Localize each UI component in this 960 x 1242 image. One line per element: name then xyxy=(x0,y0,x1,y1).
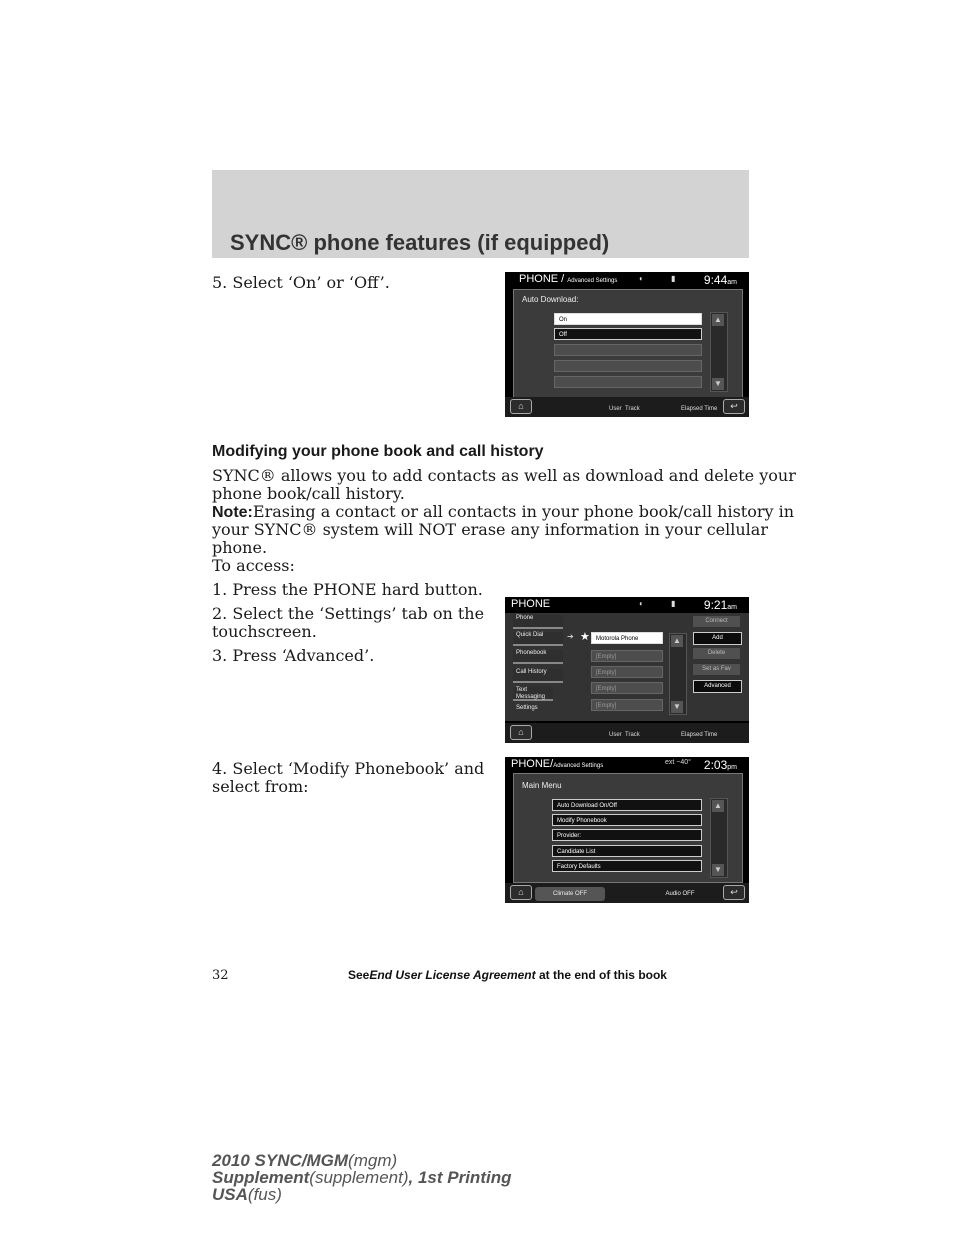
screen-panel xyxy=(513,289,743,398)
empty-slot[interactable]: [Empty] xyxy=(591,699,663,711)
home-icon[interactable]: ⌂ xyxy=(510,885,532,900)
screen-title: PHONE xyxy=(511,598,551,610)
screen-bottom-bar xyxy=(505,723,749,743)
tab-quick-dial[interactable]: Quick Dial xyxy=(513,632,563,646)
step-5: 5. Select ‘On’ or ‘Off’. xyxy=(212,273,390,292)
step-1: 1. Press the PHONE hard button. xyxy=(212,580,483,599)
footer-rest: at the end of this book xyxy=(538,968,667,982)
track-label: Track xyxy=(625,732,640,738)
device-motorola-phone[interactable]: Motorola Phone xyxy=(591,632,663,644)
screen-clock: 2:03 xyxy=(703,758,728,772)
audio-off-button[interactable]: Audio OFF xyxy=(665,891,695,897)
menu-auto-download[interactable]: Auto Download On/Off xyxy=(552,799,702,811)
screen-subtitle: Advanced Settings xyxy=(567,278,618,284)
print-info-region-code: (fus) xyxy=(247,1185,282,1204)
screen-auto-download xyxy=(505,272,749,417)
footer-eula: End User License Agreement xyxy=(369,968,536,982)
scroll-down-icon[interactable]: ▼ xyxy=(712,378,724,390)
menu-factory-defaults[interactable]: Factory Defaults xyxy=(552,860,702,872)
body-line-2: phone book/call history. xyxy=(212,484,405,503)
page-number: 32 xyxy=(212,968,229,983)
screen-clock: 9:21 xyxy=(703,598,728,612)
scrollbar[interactable] xyxy=(710,312,728,392)
scroll-up-icon[interactable]: ▲ xyxy=(712,800,724,812)
scrollbar[interactable] xyxy=(669,633,687,715)
outside-temp: ext −40° xyxy=(665,759,691,766)
delete-button[interactable]: Delete xyxy=(693,648,740,659)
elapsed-time-label: Elapsed Time xyxy=(681,406,718,412)
scroll-down-icon[interactable]: ▼ xyxy=(671,701,683,713)
print-info-supplement-code: (supplement) xyxy=(309,1168,409,1187)
tab-text-messaging[interactable]: Text Messaging xyxy=(513,687,553,701)
screen-subtitle: Advanced Settings xyxy=(553,763,604,769)
user-label: User xyxy=(609,732,622,738)
home-icon[interactable]: ⌂ xyxy=(510,399,532,414)
empty-row xyxy=(554,360,702,372)
menu-modify-phonebook[interactable]: Modify Phonebook xyxy=(552,814,702,826)
note-label: Note: xyxy=(212,504,253,521)
screen-clock: 9:44 xyxy=(703,273,728,287)
screen-phone-settings xyxy=(505,597,749,743)
screen-main-menu xyxy=(505,757,749,903)
step-3: 3. Press ‘Advanced’. xyxy=(212,646,375,665)
note-line-3: phone. xyxy=(212,538,268,557)
scroll-up-icon[interactable]: ▲ xyxy=(671,635,683,647)
footer-see: See xyxy=(348,968,370,982)
step-2-line-2: touchscreen. xyxy=(212,622,317,641)
screen-ampm: pm xyxy=(727,764,737,771)
option-off[interactable]: Off xyxy=(554,328,702,340)
elapsed-time-label: Elapsed Time xyxy=(681,732,718,738)
note-line-1: Erasing a contact or all contacts in your phone book/call history in xyxy=(252,502,795,521)
print-info-printing: , 1st Printing xyxy=(408,1168,512,1187)
step-4-line-2: select from: xyxy=(212,777,309,796)
screen-ampm: am xyxy=(727,604,737,611)
back-icon[interactable]: ↩ xyxy=(723,399,745,414)
empty-slot[interactable]: [Empty] xyxy=(591,650,663,662)
access-label: To access: xyxy=(212,556,295,575)
main-menu-heading: Main Menu xyxy=(522,781,562,790)
empty-row xyxy=(554,376,702,388)
screen-status-bar xyxy=(505,597,749,613)
climate-off-button[interactable]: Climate OFF xyxy=(535,887,605,901)
note-line-2: your SYNC® system will NOT erase any information in your cellular xyxy=(212,520,768,539)
print-info-code: (mgm) xyxy=(348,1151,398,1170)
auto-download-heading: Auto Download: xyxy=(522,295,579,304)
track-label: Track xyxy=(625,406,640,412)
print-info xyxy=(212,1152,511,1203)
tab-phonebook[interactable]: Phonebook xyxy=(513,650,563,664)
screen-status-bar xyxy=(505,272,749,288)
screen-title: PHONE / xyxy=(519,273,565,285)
footer-note xyxy=(348,968,667,982)
tab-call-history[interactable]: Call History xyxy=(513,669,563,683)
step-4-line-1: 4. Select ‘Modify Phonebook’ and xyxy=(212,759,485,778)
advanced-button[interactable]: Advanced xyxy=(693,680,742,693)
screen-panel xyxy=(505,613,749,721)
home-icon[interactable]: ⌂ xyxy=(510,725,532,740)
phone-signal-icon: ◐ xyxy=(639,599,644,608)
empty-row xyxy=(554,344,702,356)
arrow-icon: ➔ xyxy=(567,632,574,641)
print-info-region: USA xyxy=(212,1185,248,1204)
phone-signal-icon: ◐ xyxy=(639,274,644,283)
page-header-title: SYNC® phone features (if equipped) xyxy=(230,230,610,255)
step-2-line-1: 2. Select the ‘Settings’ tab on the xyxy=(212,604,485,623)
scrollbar[interactable] xyxy=(710,798,728,878)
scroll-down-icon[interactable]: ▼ xyxy=(712,864,724,876)
empty-slot[interactable]: [Empty] xyxy=(591,666,663,678)
empty-slot[interactable]: [Empty] xyxy=(591,682,663,694)
battery-icon: ▮ xyxy=(671,274,676,283)
screen-status-bar xyxy=(505,757,749,773)
screen-ampm: am xyxy=(727,279,737,286)
star-icon: ★ xyxy=(580,631,590,643)
connect-button[interactable]: Connect xyxy=(693,616,740,627)
set-as-fav-button[interactable]: Set as Fav xyxy=(693,664,740,675)
back-icon[interactable]: ↩ xyxy=(723,885,745,900)
section-title: Modifying your phone book and call history xyxy=(212,443,544,460)
tab-phone[interactable]: Phone xyxy=(513,615,563,629)
user-label: User xyxy=(609,406,622,412)
print-info-title: 2010 SYNC/MGM xyxy=(212,1151,349,1170)
screen-panel xyxy=(513,773,743,883)
scroll-up-icon[interactable]: ▲ xyxy=(712,314,724,326)
menu-candidate-list[interactable]: Candidate List xyxy=(552,845,702,857)
tab-settings[interactable]: Settings xyxy=(513,705,563,719)
add-button[interactable]: Add xyxy=(693,632,742,645)
print-info-supplement: Supplement xyxy=(212,1168,310,1187)
screen-bottom-bar xyxy=(505,397,749,417)
battery-icon: ▮ xyxy=(671,599,676,608)
body-line-1: SYNC® allows you to add contacts as well as download and delete your xyxy=(212,466,796,485)
screen-bottom-bar xyxy=(505,883,749,903)
screen-title: PHONE/ xyxy=(511,758,554,770)
option-on[interactable]: On xyxy=(554,313,702,325)
menu-provider[interactable]: Provider: xyxy=(552,829,702,841)
